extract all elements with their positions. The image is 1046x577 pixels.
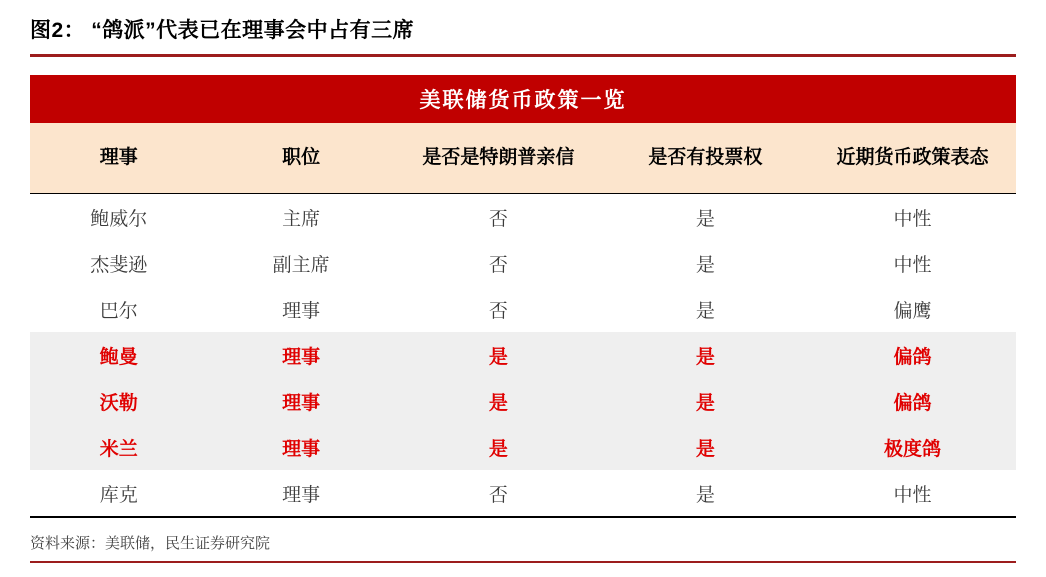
cell-ally: 是 <box>395 332 602 378</box>
table-banner-row <box>30 75 1016 123</box>
table-row <box>30 378 1016 424</box>
cell-vote: 是 <box>695 254 715 276</box>
cell-vote: 是 <box>602 424 809 470</box>
cell-name: 鲍曼 <box>30 332 207 378</box>
bottom-divider <box>30 561 1016 563</box>
cell-position: 理事 <box>207 332 394 378</box>
cell-name: 鲍威尔 <box>30 194 207 241</box>
table-row <box>30 332 1016 378</box>
cell-stance: 极度鸽 <box>809 424 1016 470</box>
figure-title-row <box>0 0 1046 44</box>
table-banner: 美联储货币政策一览 <box>30 75 1016 123</box>
cell-ally: 否 <box>488 300 508 322</box>
cell-ally: 是 <box>395 378 602 424</box>
cell-name: 巴尔 <box>99 300 138 322</box>
cell-stance: 偏鸽 <box>809 378 1016 424</box>
figure-label: 图2： <box>30 19 86 42</box>
column-header-ally: 是否是特朗普亲信 <box>395 123 602 194</box>
cell-vote: 是 <box>695 300 715 322</box>
cell-vote: 是 <box>602 470 809 517</box>
title-divider <box>30 54 1016 57</box>
cell-name: 杰斐逊 <box>90 254 148 276</box>
cell-stance: 中性 <box>809 470 1016 517</box>
table-row <box>30 424 1016 470</box>
cell-vote: 是 <box>602 378 809 424</box>
table-row <box>30 286 1016 332</box>
cell-ally: 否 <box>395 194 602 241</box>
cell-stance: 偏鹰 <box>893 300 932 322</box>
table-row <box>30 470 1016 517</box>
column-header-name: 理事 <box>30 123 207 194</box>
source-note: 资料来源：美联储，民生证券研究院 <box>30 535 271 552</box>
column-header-position: 职位 <box>207 123 394 194</box>
cell-stance: 偏鸽 <box>809 332 1016 378</box>
cell-vote: 是 <box>602 194 809 241</box>
table-header-row <box>30 123 1016 194</box>
cell-position: 理事 <box>207 424 394 470</box>
cell-stance: 中性 <box>809 194 1016 241</box>
page-title: “鸽派”代表已在理事会中占有三席 <box>91 19 415 42</box>
fed-policy-table <box>30 75 1016 518</box>
table-row <box>30 240 1016 286</box>
cell-name: 库克 <box>30 470 207 517</box>
cell-name: 米兰 <box>30 424 207 470</box>
column-header-vote: 是否有投票权 <box>602 123 809 194</box>
cell-ally: 否 <box>395 470 602 517</box>
table-row <box>30 194 1016 241</box>
cell-position: 副主席 <box>272 254 330 276</box>
cell-position: 理事 <box>207 470 394 517</box>
cell-stance: 中性 <box>893 254 932 276</box>
cell-position: 理事 <box>282 300 321 322</box>
table-container <box>30 75 1016 518</box>
cell-name: 沃勒 <box>30 378 207 424</box>
cell-ally: 否 <box>488 254 508 276</box>
cell-vote: 是 <box>602 332 809 378</box>
column-header-stance: 近期货币政策表态 <box>809 123 1016 194</box>
cell-position: 主席 <box>207 194 394 241</box>
cell-position: 理事 <box>207 378 394 424</box>
cell-ally: 是 <box>395 424 602 470</box>
